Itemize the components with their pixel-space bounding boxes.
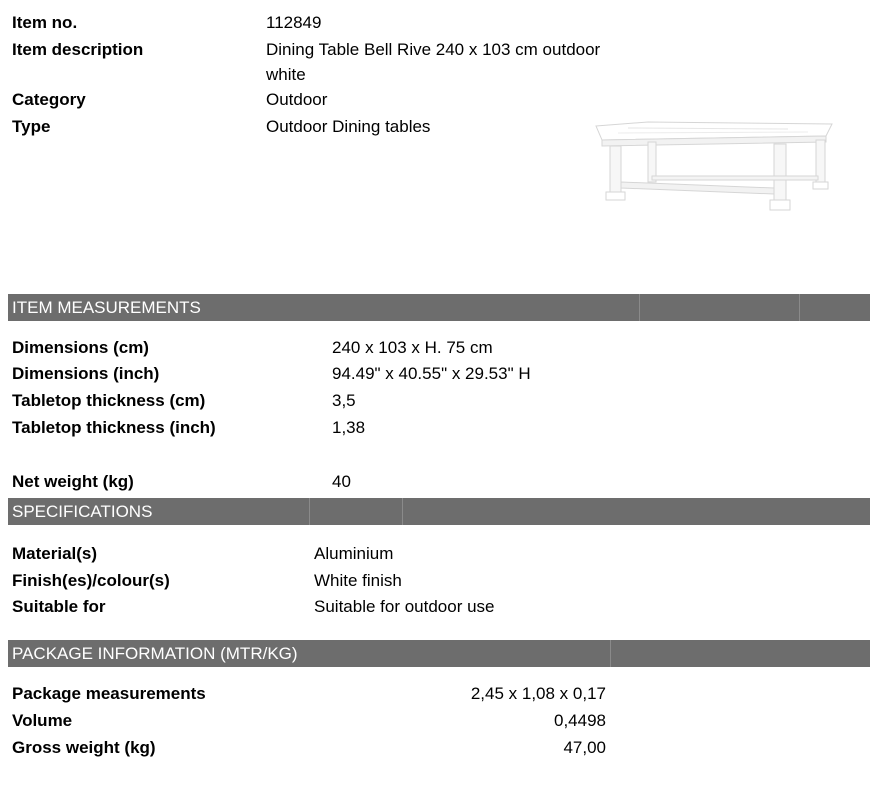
dimensions-cm-label: Dimensions (cm): [12, 338, 149, 357]
item-measurements-bar: [8, 294, 870, 321]
material-value: Aluminium: [314, 544, 394, 563]
bar-divider: [799, 294, 800, 321]
volume-label: Volume: [12, 711, 73, 730]
dimensions-inch-label: Dimensions (inch): [12, 364, 160, 383]
specifications-title: SPECIFICATIONS: [12, 502, 153, 521]
bar-divider: [610, 640, 611, 667]
bar-divider: [309, 498, 310, 525]
suitable-for-value: Suitable for outdoor use: [314, 597, 495, 616]
net-weight-value: 40: [332, 472, 351, 491]
product-image: [588, 112, 840, 226]
package-measurements-label: Package measurements: [12, 684, 206, 703]
package-measurements-value: 2,45 x 1,08 x 0,17: [470, 684, 606, 703]
dimensions-inch-value: 94.49" x 40.55" x 29.53" H: [332, 364, 531, 383]
bar-divider: [639, 294, 640, 321]
package-information-title: PACKAGE INFORMATION (MTR/KG): [12, 644, 298, 663]
volume-value: 0,4498: [554, 711, 606, 730]
type-value: Outdoor Dining tables: [266, 117, 431, 136]
dimensions-cm-value: 240 x 103 x H. 75 cm: [332, 338, 493, 357]
item-measurements-title: ITEM MEASUREMENTS: [12, 298, 201, 317]
tabletop-thickness-inch-label: Tabletop thickness (inch): [12, 418, 216, 437]
item-description-line1: Dining Table Bell Rive 240 x 103 cm outdoor: [266, 40, 601, 59]
item-description-line2: white: [266, 65, 306, 84]
gross-weight-value: 47,00: [563, 738, 606, 757]
specifications-bar: [8, 498, 870, 525]
gross-weight-label: Gross weight (kg): [12, 738, 156, 757]
material-label: Material(s): [12, 544, 98, 563]
type-label: Type: [12, 117, 51, 136]
item-no-label: Item no.: [12, 13, 78, 32]
tabletop-thickness-cm-label: Tabletop thickness (cm): [12, 391, 206, 410]
package-information-bar: [8, 640, 870, 667]
category-label: Category: [12, 90, 86, 109]
item-no-value: 112849: [266, 13, 322, 32]
tabletop-thickness-cm-value: 3,5: [332, 391, 356, 410]
suitable-for-label: Suitable for: [12, 597, 106, 616]
finish-label: Finish(es)/colour(s): [12, 571, 170, 590]
finish-value: White finish: [314, 571, 402, 590]
category-value: Outdoor: [266, 90, 328, 109]
item-description-label: Item description: [12, 40, 144, 59]
net-weight-label: Net weight (kg): [12, 472, 134, 491]
bar-divider: [402, 498, 403, 525]
tabletop-thickness-inch-value: 1,38: [332, 418, 366, 437]
